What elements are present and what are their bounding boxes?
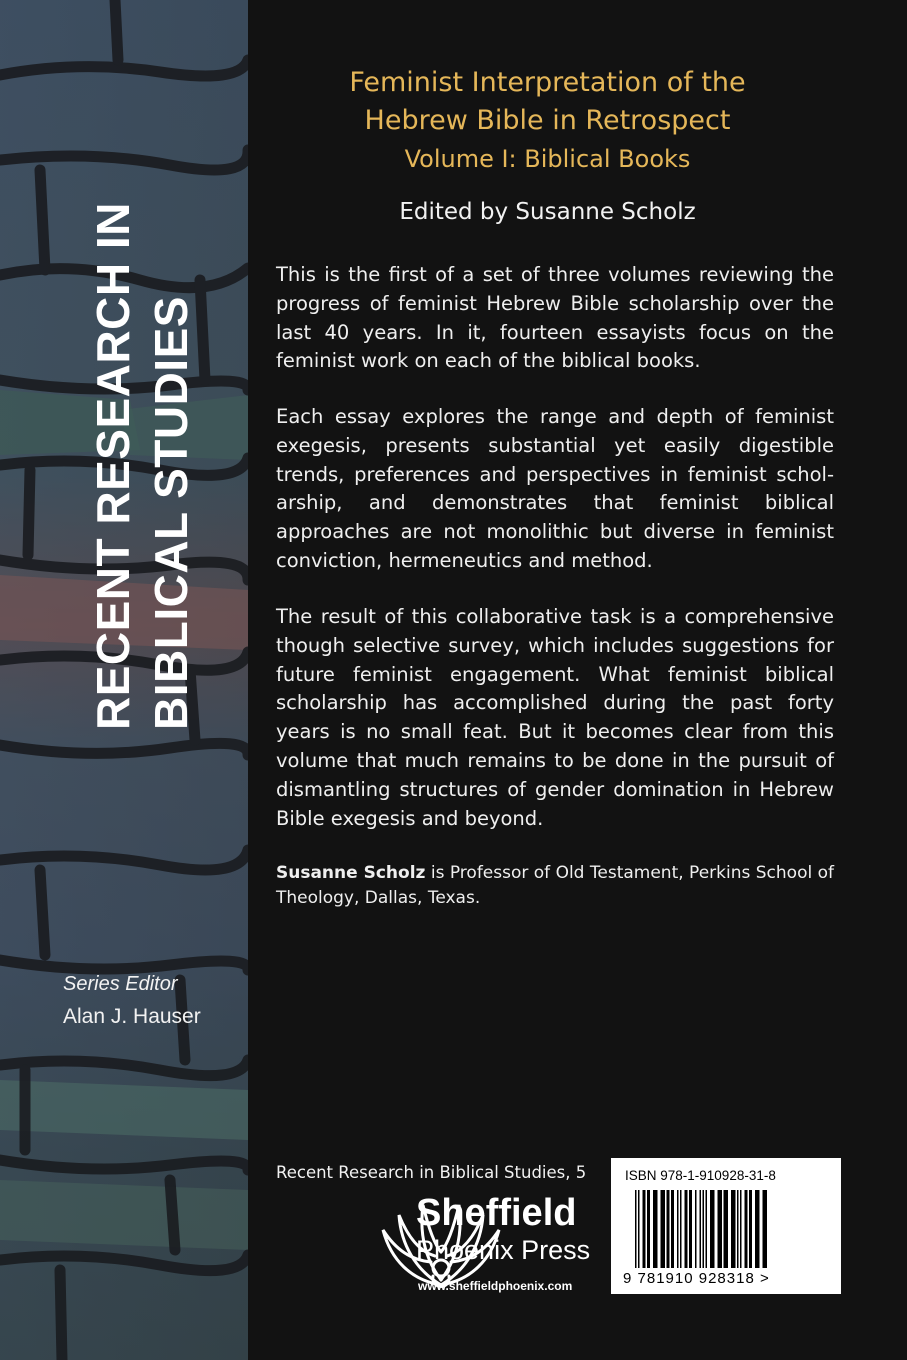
barcode-bar (695, 1190, 697, 1268)
barcode-bar (677, 1190, 679, 1268)
publisher-name-line1: Sheffield (416, 1192, 577, 1234)
title-line2: Hebrew Bible in Retrospect (364, 105, 731, 136)
barcode-bar (710, 1190, 715, 1268)
publisher-url: www.sheffieldphoenix.com (418, 1279, 573, 1293)
barcode-bar (703, 1190, 705, 1268)
author-bio-text: is Professor of Old Testament, Perkins School of Theology, Dallas, Texas. (276, 863, 835, 908)
spine-title-line1: RECENT RESEARCH IN (87, 202, 139, 730)
isbn-barcode (611, 1158, 841, 1294)
barcode-bar (724, 1190, 729, 1268)
barcode-bar (653, 1190, 658, 1268)
blurb-paragraph-3: The result of this collaborative task is a comprehensive though selective survey, which includes suggestions for future feminist engagement. What feminist biblical scholarship has accomplished during the past forty years is no small feat. But it becomes clear from this volume that much remains to be done in the pursuit of dismantling structures of gender domination in Hebrew Bible exegesis and beyond. (276, 605, 834, 830)
book-title (280, 64, 815, 178)
barcode-bar (685, 1190, 688, 1268)
publisher-name (416, 1192, 590, 1266)
series-editor-label: Series Editor (63, 973, 178, 995)
barcode-bar (745, 1190, 748, 1268)
series-spine-title (84, 30, 244, 730)
barcode-bar (638, 1190, 640, 1268)
author-bio (276, 861, 834, 911)
barcode-bar (737, 1190, 739, 1268)
barcode-bar (763, 1190, 768, 1268)
series-editor-name: Alan J. Hauser (63, 1005, 201, 1028)
author-bio-name: Susanne Scholz (276, 863, 426, 883)
barcode-bar (718, 1190, 723, 1268)
barcode-bar (667, 1190, 670, 1268)
blurb-paragraph-1: This is the first of a set of three volumes reviewing the progress of feminist Hebrew Bible scholarship over the last 40 years. In it, fourteen essayists focus on the feminist work on each of the biblical books. (276, 263, 834, 373)
series-volume-line: Recent Research in Biblical Studies, 5 (276, 1163, 587, 1182)
barcode-bar (680, 1190, 682, 1268)
isbn-label: ISBN 978-1-910928-31-8 (625, 1168, 776, 1183)
barcode-bar (740, 1190, 742, 1268)
barcode-bar (689, 1190, 692, 1268)
barcode-bar (755, 1190, 760, 1268)
barcode-digits: 9 781910 928318 > (623, 1270, 770, 1287)
barcode-bar (647, 1190, 650, 1268)
blurb-paragraph-2: Each essay explores the range and depth of feminist exegesis, presents substantial yet easily digestible trends, preferences and perspectives in feminist scholarship, and demonstrates that feminist biblical approaches are not monolithic but diverse in feminist conviction, hermeneutics and method. (276, 405, 834, 572)
barcode-bar (749, 1190, 752, 1268)
publisher-name-line2: Phoenix Press (416, 1235, 591, 1265)
barcode-bar (635, 1190, 637, 1268)
editor-credit: Edited by Susanne Scholz (399, 199, 696, 225)
title-line1: Feminist Interpretation of the (349, 67, 746, 98)
barcode-bar (643, 1190, 646, 1268)
volume-subtitle: Volume I: Biblical Books (404, 145, 691, 173)
barcode-bar (671, 1190, 674, 1268)
barcode-bar (731, 1190, 736, 1268)
barcode-bar (661, 1190, 666, 1268)
barcode-bar (700, 1190, 702, 1268)
barcode-bar (706, 1190, 708, 1268)
spine-title-line2: BIBLICAL STUDIES (145, 296, 197, 730)
